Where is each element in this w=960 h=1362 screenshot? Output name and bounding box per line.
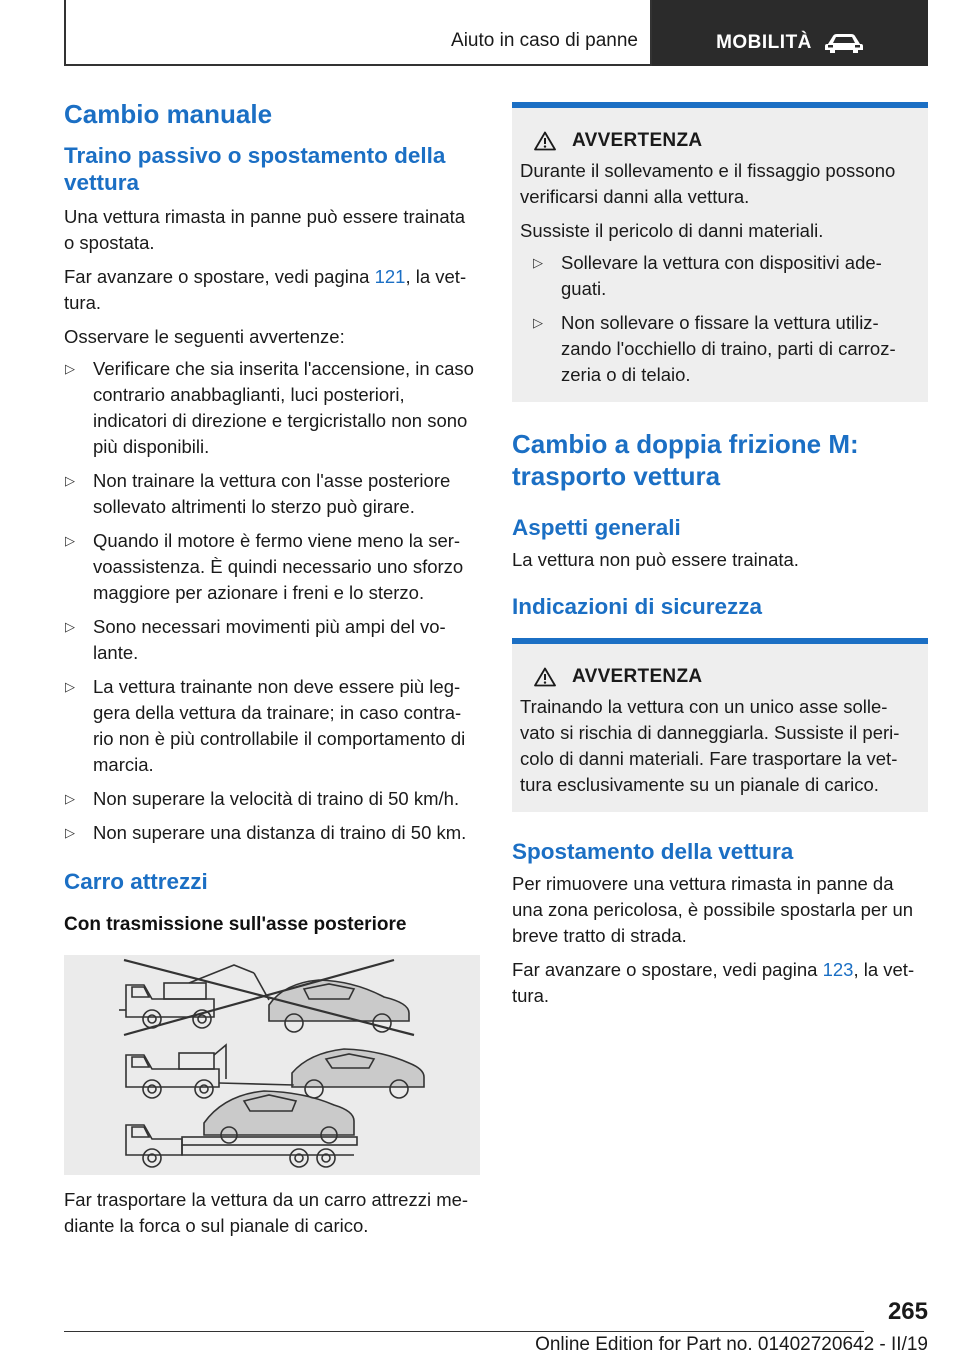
- list-item: ▷ Sono necessari movimenti più ampi del vo‐lante.: [65, 616, 446, 663]
- right-column: [512, 102, 928, 1009]
- section-heading: Cambio a doppia frizione M: trasporto vettura: [512, 429, 859, 491]
- list-item: ▷ La vettura trainante non deve essere più leg‐gera della vettura da trainare; in caso contra‐rio non è più controllabile il comportamento di marcia.: [65, 676, 466, 775]
- list-item: ▷ Non sollevare o fissare la vettura utiliz‐zando l'occhiello di traino, parti di carroz‐zeria o di telaio.: [533, 312, 896, 385]
- paragraph: Una vettura rimasta in panne può essere trainata o spostata.: [64, 206, 466, 253]
- subsection-heading: Traino passivo o spostamento della vettura: [64, 143, 446, 195]
- triangle-bullet-icon: ▷: [533, 255, 543, 270]
- paragraph: Per rimuovere una vettura rimasta in panne da una zona pericolosa, è possibile spostarla per un breve tratto di strada.: [512, 873, 914, 946]
- triangle-bullet-icon: ▷: [65, 361, 75, 376]
- warning-box: [512, 638, 928, 812]
- triangle-bullet-icon: ▷: [65, 533, 75, 548]
- triangle-bullet-icon: ▷: [65, 619, 75, 634]
- list-item: ▷ Non superare la velocità di traino di 50 km/h.: [64, 786, 480, 812]
- towing-illustration: [64, 955, 480, 1175]
- minor-heading: Con trasmissione sull'asse posteriore: [64, 914, 407, 935]
- warning-title: AVVERTENZA: [572, 666, 703, 687]
- list-item: ▷ Sollevare la vettura con dispositivi ade‐guati.: [533, 252, 882, 299]
- warning-title: AVVERTENZA: [572, 130, 703, 151]
- subsection-heading: Indicazioni di sicurezza: [512, 594, 763, 619]
- warning-list: [64, 356, 480, 846]
- warning-box: [512, 102, 928, 402]
- page-number: 265: [887, 1298, 928, 1325]
- footer-divider: [64, 1331, 864, 1332]
- chapter-tab: [652, 0, 928, 66]
- warning-list: [520, 250, 920, 388]
- car-icon: [824, 32, 864, 54]
- list-item: ▷ Quando il motore è fermo viene meno la ser‐voassistenza. È quindi necessario uno sforzo maggiore per azionare i freni e lo sterzo.: [65, 530, 464, 603]
- edition-text: Online Edition for Part no. 01402720642 - II/19: [535, 1334, 928, 1355]
- list-item: ▷ Verificare che sia inserita l'accensione, in caso contrario anabbaglianti, luci posteriori, indicatori di direzione e tergicristallo non sono più disponibili.: [65, 358, 474, 457]
- list-item: ▷ Non superare una distanza di traino di 50 km.: [64, 820, 480, 846]
- paragraph-with-link: Far avanzare o spostare, vedi pagina 121, la vet‐tura.: [64, 266, 467, 313]
- list-item: ▷ Non trainare la vettura con l'asse posteriore sollevato altrimenti lo sterzo può girare.: [65, 470, 451, 517]
- warning-header: [520, 666, 920, 688]
- triangle-bullet-icon: ▷: [65, 791, 75, 806]
- section-heading: Cambio manuale: [64, 99, 273, 129]
- triangle-bullet-icon: ▷: [65, 473, 75, 488]
- subsection-heading: Spostamento della vettura: [512, 839, 794, 864]
- section-tab: [64, 0, 652, 66]
- paragraph: La vettura non può essere trainata.: [512, 549, 799, 570]
- page-link[interactable]: 123: [822, 959, 854, 980]
- subsection-heading: Carro attrezzi: [64, 869, 208, 894]
- subsection-heading: Aspetti generali: [512, 515, 681, 540]
- page-link[interactable]: 121: [374, 266, 406, 287]
- paragraph-with-link: Far avanzare o spostare, vedi pagina 123, la vet‐tura.: [512, 959, 915, 1006]
- section-title: Aiuto in caso di panne: [451, 30, 638, 51]
- triangle-bullet-icon: ▷: [65, 679, 75, 694]
- paragraph: Osservare le seguenti avvertenze:: [64, 326, 345, 347]
- figure-caption: Far trasportare la vettura da un carro attrezzi me‐diante la forca o sul pianale di carico.: [64, 1189, 469, 1236]
- warning-text: Durante il sollevamento e il fissaggio possono verificarsi danni alla vettura.: [520, 160, 896, 207]
- page-header: [64, 0, 928, 66]
- warning-triangle-icon: [534, 667, 556, 687]
- warning-header: [520, 130, 920, 152]
- warning-triangle-icon: [534, 131, 556, 151]
- left-column: [64, 98, 480, 1239]
- triangle-bullet-icon: ▷: [533, 315, 543, 330]
- chapter-title: MOBILITÀ: [716, 32, 812, 53]
- tow-truck-diagram: [64, 955, 480, 1175]
- triangle-bullet-icon: ▷: [65, 825, 75, 840]
- warning-text: Sussiste il pericolo di danni materiali.: [520, 220, 824, 241]
- warning-text: Trainando la vettura con un unico asse solle‐vato si rischia di danneggiarla. Sussiste il peri‐colo di danni materiali. Fare trasportare la vet‐tura esclusivamente su un pianale di carico.: [520, 696, 900, 795]
